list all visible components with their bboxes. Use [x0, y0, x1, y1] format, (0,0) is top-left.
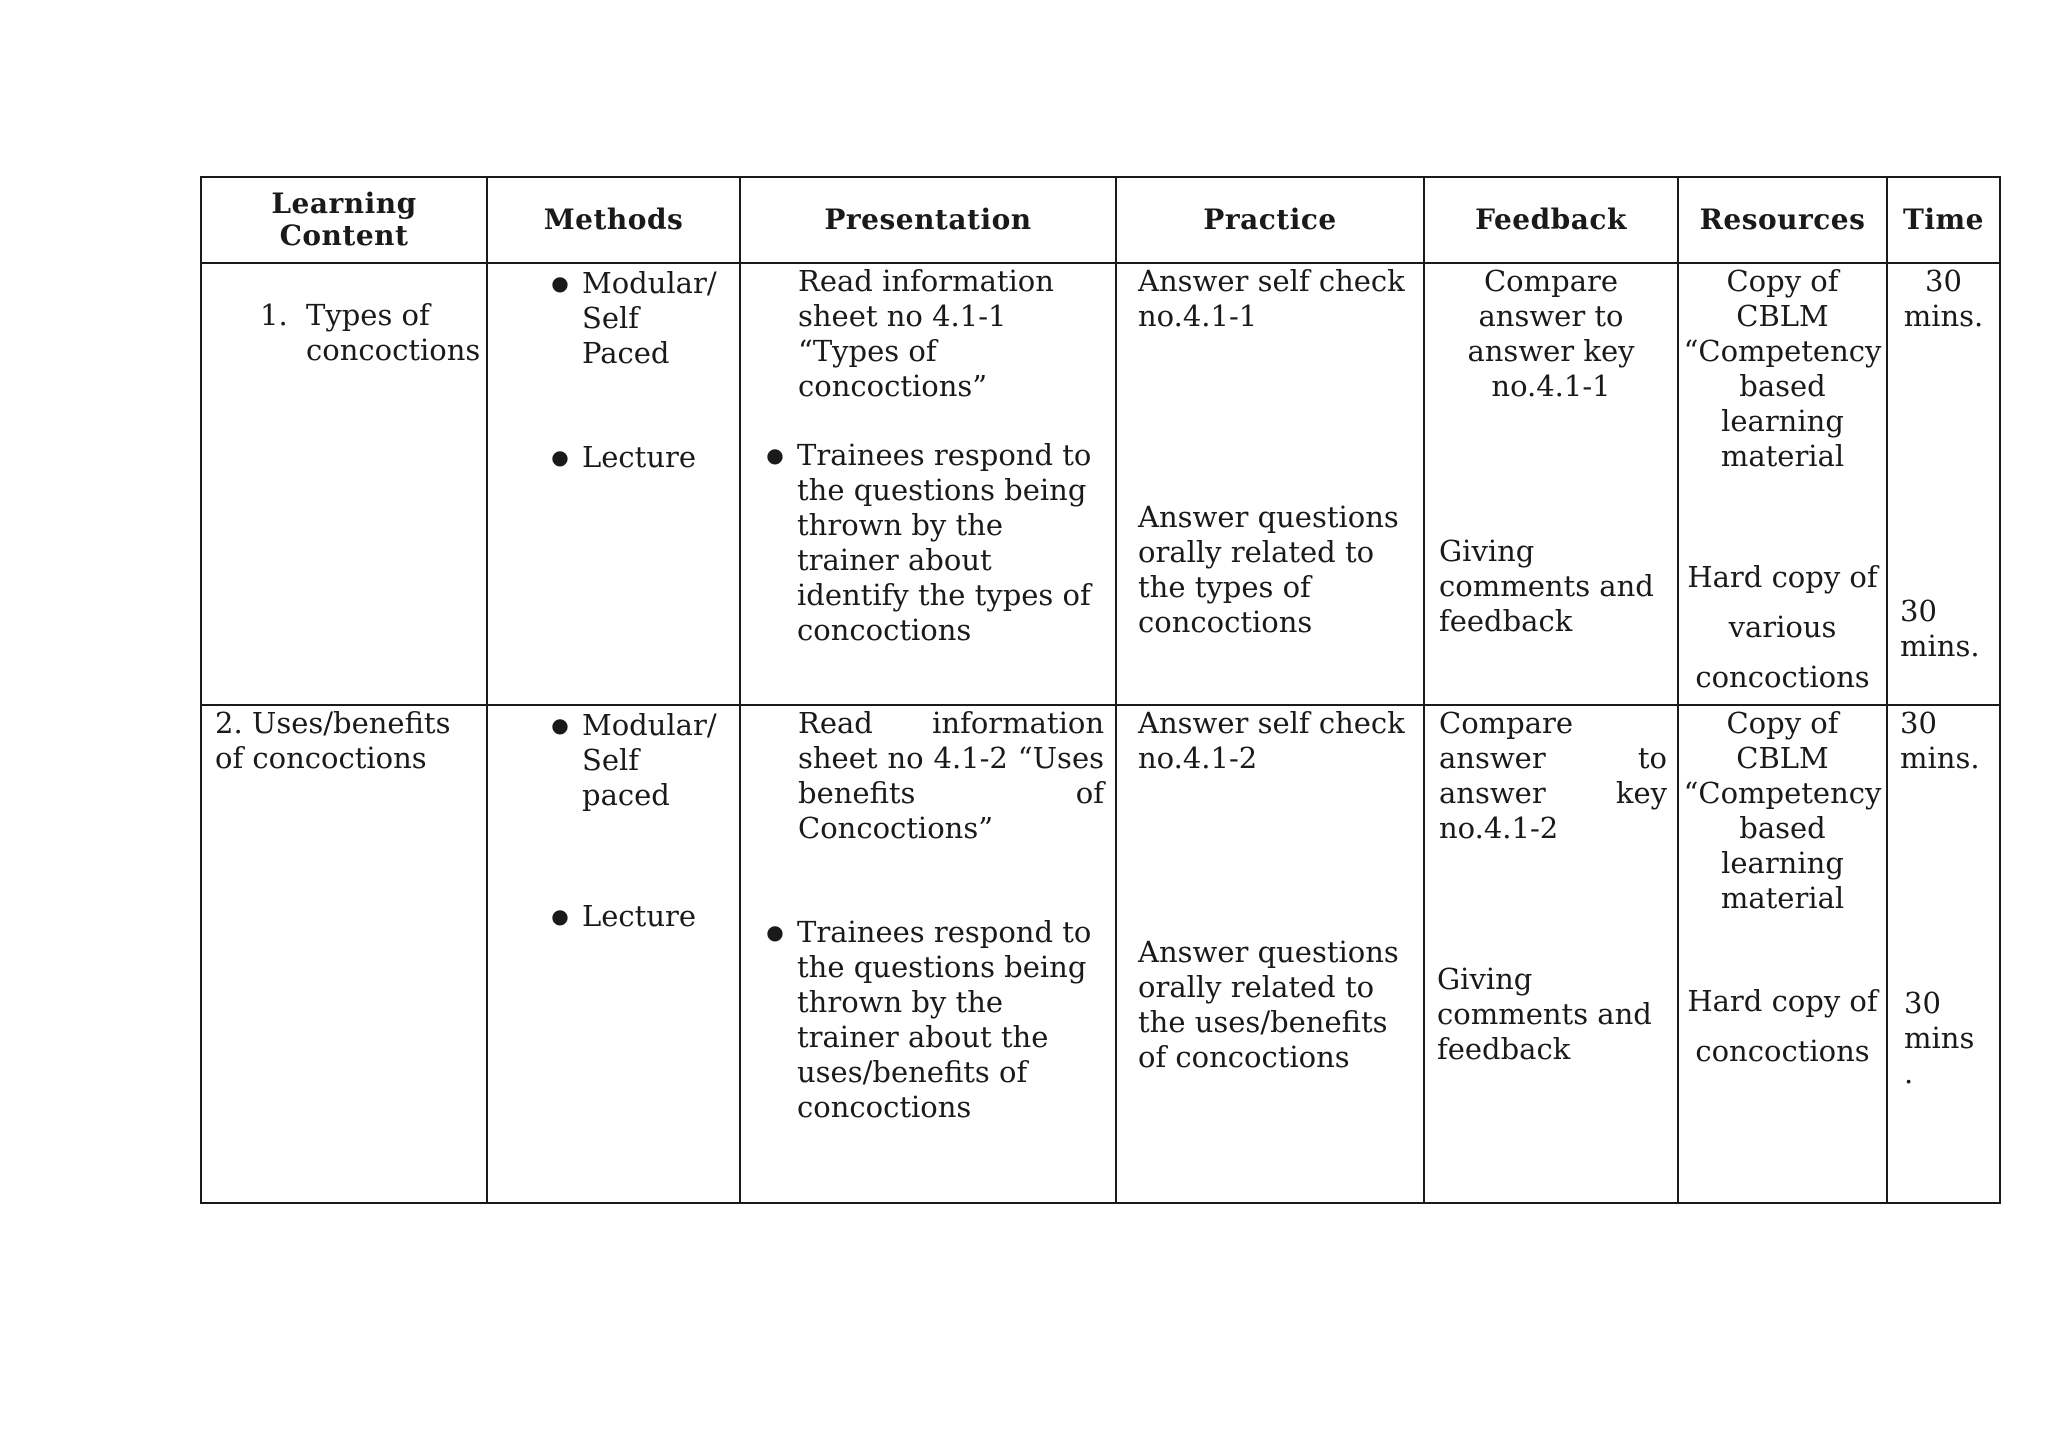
feedback-cell — [1424, 705, 1678, 1203]
resources-cell — [1678, 263, 1887, 705]
presentation-intro: Read information sheet no 4.1-1 “Types of concoctions” — [798, 264, 1054, 403]
bullet-icon: ● — [766, 920, 784, 944]
feedback-cell — [1424, 263, 1678, 705]
method-text: Modular/ Self Paced — [582, 266, 717, 370]
feedback-text: Giving comments and feedback — [1439, 534, 1654, 638]
bullet-icon: ● — [766, 443, 784, 467]
time-text: 30 mins. — [1900, 594, 1980, 663]
bullet-icon: ● — [551, 445, 569, 469]
header-resources: Resources — [1678, 177, 1887, 263]
header-time: Time — [1887, 177, 2000, 263]
presentation-cell — [740, 263, 1116, 705]
bullet-icon: ● — [551, 271, 569, 295]
time-cell — [1887, 705, 2000, 1203]
resources-text: Hard copy of various concoctions — [1687, 560, 1878, 694]
practice-text: Answer self check no.4.1-2 — [1138, 706, 1405, 775]
time-text: 30 mins . — [1904, 986, 1975, 1090]
practice-cell — [1116, 263, 1424, 705]
practice-text: Answer questions orally related to the uses/benefits of concoctions — [1138, 935, 1399, 1074]
presentation-bullet — [753, 438, 1091, 648]
method-text: Lecture — [582, 899, 697, 933]
learning-content-text: 2. Uses/benefits of concoctions — [215, 706, 451, 775]
presentation-bullet-text: Trainees respond to the questions being thrown by the trainer about identify the types of concoctions — [797, 438, 1092, 647]
time-text: 30 mins. — [1903, 264, 1984, 333]
resources-text: Hard copy of concoctions — [1687, 984, 1878, 1068]
method-text: Modular/ Self paced — [582, 708, 717, 812]
learning-content-text: Types of concoctions — [306, 298, 481, 367]
practice-text: Answer questions orally related to the types of concoctions — [1138, 500, 1399, 639]
header-learning-content — [201, 177, 487, 263]
header-feedback: Feedback — [1424, 177, 1678, 263]
header-row — [201, 177, 2000, 263]
resources-text: Copy of CBLM “Competency based learning material — [1683, 706, 1882, 915]
header-methods: Methods — [487, 177, 740, 263]
bullet-icon: ● — [551, 713, 569, 737]
time-text: 30 mins. — [1900, 706, 1980, 775]
presentation-bullet — [753, 915, 1091, 1125]
table-row — [201, 263, 2000, 705]
header-presentation: Presentation — [740, 177, 1116, 263]
presentation-intro: Read information sheet no 4.1-2 “Uses benefits of Concoctions” — [798, 706, 1104, 845]
learning-content-cell — [201, 705, 487, 1203]
method-item — [538, 266, 717, 371]
table-row — [201, 705, 2000, 1203]
resources-text: Copy of CBLM “Competency based learning material — [1683, 264, 1882, 473]
methods-cell — [487, 263, 740, 705]
item-number: 1. — [260, 298, 288, 332]
method-item — [538, 899, 696, 934]
presentation-bullet-text: Trainees respond to the questions being thrown by the trainer about the uses/benefits of concoctions — [797, 915, 1092, 1124]
feedback-text: Giving comments and feedback — [1437, 962, 1652, 1066]
method-item — [538, 708, 717, 813]
numbered-item — [260, 298, 480, 368]
header-learning-content-label: Learning Content — [271, 187, 417, 252]
practice-cell — [1116, 705, 1424, 1203]
learning-content-cell — [201, 263, 487, 705]
header-practice: Practice — [1116, 177, 1424, 263]
feedback-text: Compare answer to answer key no.4.1-2 — [1439, 706, 1667, 845]
session-plan-table — [200, 176, 2001, 1204]
method-item — [538, 440, 696, 475]
bullet-icon: ● — [551, 904, 569, 928]
feedback-text: Compare answer to answer key no.4.1-1 — [1467, 264, 1635, 403]
practice-text: Answer self check no.4.1-1 — [1138, 264, 1405, 333]
presentation-cell — [740, 705, 1116, 1203]
time-cell — [1887, 263, 2000, 705]
methods-cell — [487, 705, 740, 1203]
resources-cell — [1678, 705, 1887, 1203]
method-text: Lecture — [582, 440, 697, 474]
